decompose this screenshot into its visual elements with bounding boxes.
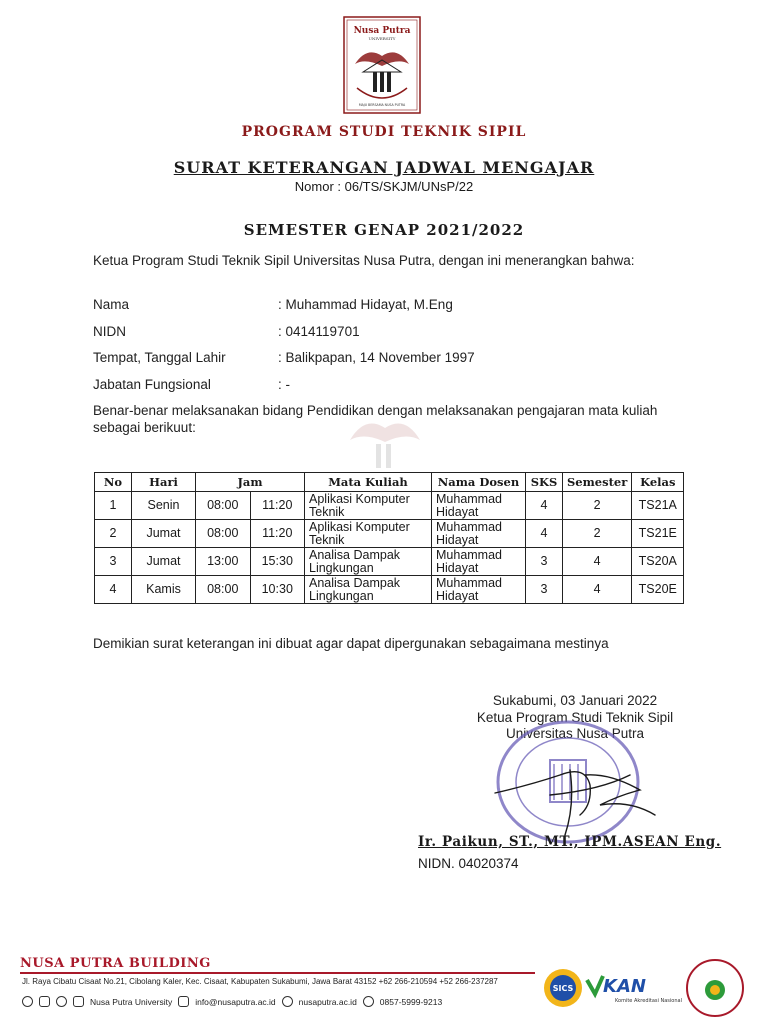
logo-name: Nusa Putra: [353, 26, 411, 36]
header-jam: Jam: [196, 473, 305, 492]
table-row: [95, 576, 684, 604]
header-mata-kuliah: Mata Kuliah: [305, 473, 432, 492]
signature-institution: Universitas Nusa Putra: [505, 726, 645, 741]
cell-sks: 4: [526, 492, 563, 520]
cell-jam-end: 10:30: [250, 576, 305, 604]
university-logo: [343, 16, 421, 114]
header-nama-dosen: Nama Dosen: [432, 473, 526, 492]
cell-hari: Kamis: [132, 576, 196, 604]
cell-no: 4: [95, 576, 132, 604]
footer-website[interactable]: nusaputra.ac.id: [298, 996, 357, 1007]
cell-nama-dosen: Muhammad Hidayat: [432, 576, 526, 604]
svg-text:SICS: SICS: [552, 984, 574, 993]
globe-icon: [282, 996, 293, 1007]
cell-sks: 3: [526, 548, 563, 576]
facebook-icon: [56, 996, 67, 1007]
cell-no: 3: [95, 548, 132, 576]
watermark-logo: [340, 400, 430, 480]
field-value-ttl: : Balikpapan, 14 November 1997: [278, 350, 475, 365]
cell-kelas: TS21E: [632, 520, 684, 548]
cell-no: 1: [95, 492, 132, 520]
cell-jam-end: 11:20: [250, 520, 305, 548]
cell-kelas: TS20A: [632, 548, 684, 576]
program-title: PROGRAM STUDI TEKNIK SIPIL: [241, 124, 527, 140]
whatsapp-icon: [363, 996, 374, 1007]
cell-jam-start: 08:00: [196, 492, 251, 520]
document-number: Nomor : 06/TS/SKJM/UNsP/22: [294, 179, 474, 194]
cell-jam-end: 11:20: [250, 492, 305, 520]
cell-kelas: TS20E: [632, 576, 684, 604]
logo-motto: MAJU BERSAMA NUSA PUTRA: [358, 103, 406, 107]
cell-nama-dosen: Muhammad Hidayat: [432, 492, 526, 520]
header-semester: Semester: [563, 473, 632, 492]
cell-kelas: TS21A: [632, 492, 684, 520]
header-hari: Hari: [132, 473, 196, 492]
footer-contacts: [22, 996, 442, 1007]
field-label-ttl: Tempat, Tanggal Lahir: [93, 350, 226, 365]
cell-jam-end: 15:30: [250, 548, 305, 576]
instagram-icon: [22, 996, 33, 1007]
accreditation-badges: [543, 958, 748, 1018]
cell-nama-dosen: Muhammad Hidayat: [432, 548, 526, 576]
tiktok-icon: [73, 996, 84, 1007]
footer-building-name: NUSA PUTRA BUILDING: [20, 956, 211, 971]
table-row: [95, 548, 684, 576]
handwritten-signature: [490, 745, 660, 845]
signer-nidn: NIDN. 04020374: [418, 856, 519, 871]
intro-paragraph: Ketua Program Studi Teknik Sipil Universitas Nusa Putra, dengan ini menerangkan bahwa:: [93, 253, 635, 268]
cell-sks: 3: [526, 576, 563, 604]
table-row: [95, 492, 684, 520]
cell-sks: 4: [526, 520, 563, 548]
signature-role: Ketua Program Studi Teknik Sipil: [476, 710, 674, 725]
footer-social-name[interactable]: Nusa Putra University: [90, 996, 173, 1007]
cell-mata-kuliah: Analisa Dampak Lingkungan: [305, 548, 432, 576]
signer-name: Ir. Paikun, ST., MT., IPM.ASEAN Eng.: [418, 834, 722, 850]
cell-jam-start: 13:00: [196, 548, 251, 576]
cell-mata-kuliah: Aplikasi Komputer Teknik: [305, 492, 432, 520]
semester-title: SEMESTER GENAP 2021/2022: [243, 221, 525, 239]
footer-email[interactable]: info@nusaputra.ac.id: [195, 996, 276, 1007]
cell-semester: 2: [563, 492, 632, 520]
field-value-jabatan: : -: [278, 377, 290, 392]
schedule-table: [94, 472, 684, 604]
field-value-nama: : Muhammad Hidayat, M.Eng: [278, 297, 453, 312]
cell-hari: Senin: [132, 492, 196, 520]
header-kelas: Kelas: [632, 473, 684, 492]
table-header-row: [95, 473, 684, 492]
logo-sub: UNIVERSITY: [368, 36, 396, 41]
youtube-icon: [39, 996, 50, 1007]
footer-address: Jl. Raya Cibatu Cisaat No.21, Cibolang Kaler, Kec. Cisaat, Kabupaten Sukabumi, Jawa Barat 43152 +62 266-210594 +52 266-237287: [22, 977, 498, 986]
cell-nama-dosen: Muhammad Hidayat: [432, 520, 526, 548]
footer-phone[interactable]: 0857-5999-9213: [379, 996, 443, 1007]
kan-logo-text: KAN: [603, 976, 646, 997]
closing-paragraph: Demikian surat keterangan ini dibuat agar dapat dipergunakan sebagaimana mestinya: [93, 636, 609, 651]
cell-jam-start: 08:00: [196, 576, 251, 604]
table-row: [95, 520, 684, 548]
field-value-nidn: : 0414119701: [278, 324, 360, 339]
cell-mata-kuliah: Aplikasi Komputer Teknik: [305, 520, 432, 548]
cell-semester: 2: [563, 520, 632, 548]
kan-logo-sub: Komite Akreditasi Nasional: [615, 998, 682, 1004]
cell-jam-start: 08:00: [196, 520, 251, 548]
cell-hari: Jumat: [132, 548, 196, 576]
field-label-jabatan: Jabatan Fungsional: [93, 377, 211, 392]
email-icon: [178, 996, 189, 1007]
cell-semester: 4: [563, 576, 632, 604]
statement-paragraph: Benar-benar melaksanakan bidang Pendidikan dengan melaksanakan pengajaran mata kuliah sebagai berikuut:: [93, 403, 658, 435]
signature-place-date: Sukabumi, 03 Januari 2022: [492, 693, 658, 708]
cell-no: 2: [95, 520, 132, 548]
field-label-nama: Nama: [93, 297, 130, 312]
footer-divider: [20, 972, 535, 974]
document-title: SURAT KETERANGAN JADWAL MENGAJAR: [173, 158, 595, 177]
cell-hari: Jumat: [132, 520, 196, 548]
field-label-nidn: NIDN: [93, 324, 126, 339]
header-sks: SKS: [526, 473, 563, 492]
header-no: No: [95, 473, 132, 492]
cell-mata-kuliah: Analisa Dampak Lingkungan: [305, 576, 432, 604]
cell-semester: 4: [563, 548, 632, 576]
